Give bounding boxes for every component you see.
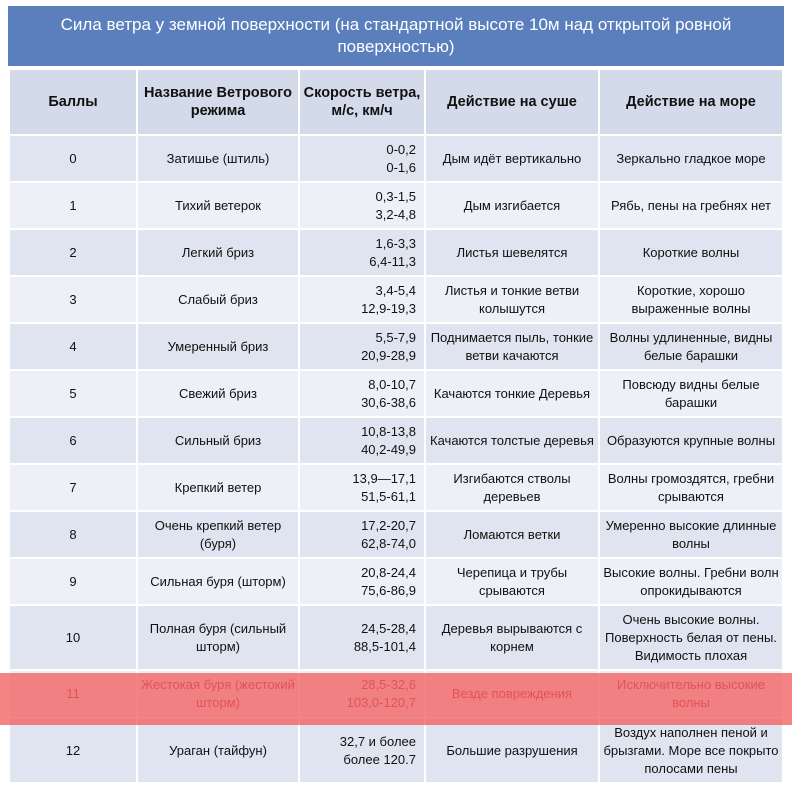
cell-land [426,183,598,228]
cell-name [138,230,298,275]
table-row [10,183,782,228]
wind-name: Умеренный бриз [167,338,269,354]
sea-effect: Волны удлиненные, видны белые барашки [609,329,773,363]
score-value: 5 [69,385,77,401]
cell-speed [300,277,424,322]
cell-name [138,512,298,557]
cell-speed [300,418,424,463]
header-speed: Скорость ветра, м/с, км/ч [300,70,424,134]
wind-name: Затишье (штиль) [166,150,270,166]
cell-land [426,324,598,369]
wind-name: Очень крепкий ветер (буря) [154,517,282,551]
cell-score [10,559,136,604]
cell-land [426,371,598,416]
land-effect: Качаются тонкие Деревья [433,385,591,401]
cell-name [138,136,298,181]
land-effect: Черепица и трубы срываются [456,564,568,598]
speed-ms: 24,5-28,4 [361,620,416,636]
cell-name [138,183,298,228]
table-row [10,371,782,416]
land-effect: Поднимается пыль, тонкие ветви качаются [430,329,594,363]
wind-name: Ураган (тайфун) [169,742,267,758]
table-row [10,324,782,369]
sea-effect: Очень высокие волны. Поверхность белая от пены. Видимость плохая [605,611,777,663]
cell-score [10,136,136,181]
cell-land [426,465,598,510]
speed-kmh: 88,5-101,4 [353,638,416,654]
wind-name: Сильный бриз [174,432,262,448]
sea-effect: Короткие волны [642,244,740,260]
land-effect: Листья шевелятся [456,244,568,260]
cell-name [138,277,298,322]
speed-ms: 17,2-20,7 [361,517,416,533]
speed-ms: 8,0-10,7 [368,376,416,392]
score-value: 12 [65,742,81,758]
cell-name [138,719,298,782]
cell-speed [300,230,424,275]
speed-kmh: 62,8-74,0 [361,535,416,551]
score-value: 8 [69,526,77,542]
speed-kmh: 6,4-11,3 [369,253,416,269]
cell-speed [300,512,424,557]
wind-name: Сильная буря (шторм) [150,573,286,589]
cell-score [10,324,136,369]
cell-score [10,418,136,463]
cell-sea [600,559,782,604]
sea-effect: Волны громоздятся, гребни срываются [607,470,775,504]
cell-name [138,324,298,369]
wind-name: Легкий бриз [181,244,255,260]
cell-land [426,512,598,557]
sea-effect: Умеренно высокие длинные волны [605,517,777,551]
speed-kmh: 3,2-4,8 [375,206,416,222]
land-effect: Дым идёт вертикально [442,150,582,166]
speed-ms: 0-0,2 [386,141,416,157]
land-effect: Большие разрушения [446,742,578,758]
speed-kmh: 12,9-19,3 [361,300,416,316]
cell-speed [300,559,424,604]
sea-effect: Рябь, пены на гребнях нет [611,197,771,213]
speed-kmh: более 120.7 [343,751,416,767]
speed-ms: 20,8-24,4 [361,564,416,580]
sea-effect: Короткие, хорошо выраженные волны [631,282,751,316]
score-value: 1 [69,197,77,213]
cell-name [138,606,298,669]
table-row [10,418,782,463]
cell-name [138,371,298,416]
table-row [10,465,782,510]
header-row [10,70,782,134]
sea-effect: Повсюду видны белые барашки [622,376,760,410]
speed-ms: 5,5-7,9 [375,329,416,345]
score-value: 3 [69,291,77,307]
cell-score [10,606,136,669]
cell-land [426,606,598,669]
highlight-band [0,673,792,725]
wind-name: Слабый бриз [178,291,258,307]
speed-ms: 13,9—17,1 [352,470,416,486]
speed-kmh: 30,6-38,6 [361,394,416,410]
cell-sea [600,371,782,416]
wind-name: Полная буря (сильный шторм) [149,620,287,654]
land-effect: Изгибаются стволы деревьев [453,470,571,504]
table-row [10,230,782,275]
cell-sea [600,324,782,369]
cell-score [10,465,136,510]
score-value: 10 [65,629,81,645]
score-value: 2 [69,244,77,260]
score-value: 4 [69,338,77,354]
cell-sea [600,465,782,510]
cell-speed [300,371,424,416]
cell-score [10,512,136,557]
cell-sea [600,230,782,275]
cell-name [138,559,298,604]
table-row [10,136,782,181]
header-score: Баллы [10,70,136,134]
cell-land [426,277,598,322]
table-title: Сила ветра у земной поверхности (на стандартной высоте 10м над открытой ровной поверхностью) [8,6,784,66]
cell-land [426,719,598,782]
cell-speed [300,183,424,228]
cell-sea [600,418,782,463]
header-name: Название Ветрового режима [138,70,298,134]
sea-effect: Высокие волны. Гребни волн опрокидываются [603,564,779,598]
speed-kmh: 20,9-28,9 [361,347,416,363]
speed-ms: 32,7 и более [339,733,416,749]
speed-kmh: 0-1,6 [386,159,416,175]
sea-effect: Зеркально гладкое море [616,150,766,166]
speed-ms: 1,6-3,3 [375,235,416,251]
score-value: 7 [69,479,77,495]
land-effect: Дым изгибается [463,197,561,213]
cell-name [138,418,298,463]
sea-effect: Воздух наполнен пеной и брызгами. Море все покрыто полосами пены [603,724,779,776]
speed-ms: 10,8-13,8 [361,423,416,439]
land-effect: Деревья вырываются с корнем [441,620,583,654]
header-land: Действие на суше [426,70,598,134]
sea-effect: Образуются крупные волны [606,432,776,448]
score-value: 9 [69,573,77,589]
speed-kmh: 51,5-61,1 [361,488,416,504]
cell-sea [600,719,782,782]
cell-score [10,371,136,416]
wind-name: Свежий бриз [179,385,257,401]
land-effect: Качаются толстые деревья [430,432,594,448]
speed-kmh: 40,2-49,9 [361,441,416,457]
score-value: 6 [69,432,77,448]
cell-score [10,230,136,275]
speed-ms: 3,4-5,4 [375,282,416,298]
table-row [10,606,782,669]
table-row [10,719,782,782]
wind-name: Крепкий ветер [174,479,262,495]
cell-score [10,183,136,228]
cell-speed [300,324,424,369]
score-value: 0 [69,150,77,166]
land-effect: Ломаются ветки [463,526,561,542]
header-sea: Действие на море [600,70,782,134]
table-row [10,559,782,604]
cell-name [138,465,298,510]
cell-land [426,136,598,181]
cell-land [426,559,598,604]
cell-land [426,230,598,275]
cell-speed [300,719,424,782]
cell-speed [300,606,424,669]
land-effect: Листья и тонкие ветви колышутся [444,282,580,316]
cell-sea [600,277,782,322]
cell-land [426,418,598,463]
table-row [10,512,782,557]
cell-sea [600,606,782,669]
wind-name: Тихий ветерок [174,197,261,213]
cell-speed [300,465,424,510]
cell-speed [300,136,424,181]
speed-kmh: 75,6-86,9 [361,582,416,598]
cell-sea [600,136,782,181]
cell-score [10,277,136,322]
cell-sea [600,512,782,557]
speed-ms: 0,3-1,5 [375,188,416,204]
cell-score [10,719,136,782]
table-row [10,277,782,322]
cell-sea [600,183,782,228]
